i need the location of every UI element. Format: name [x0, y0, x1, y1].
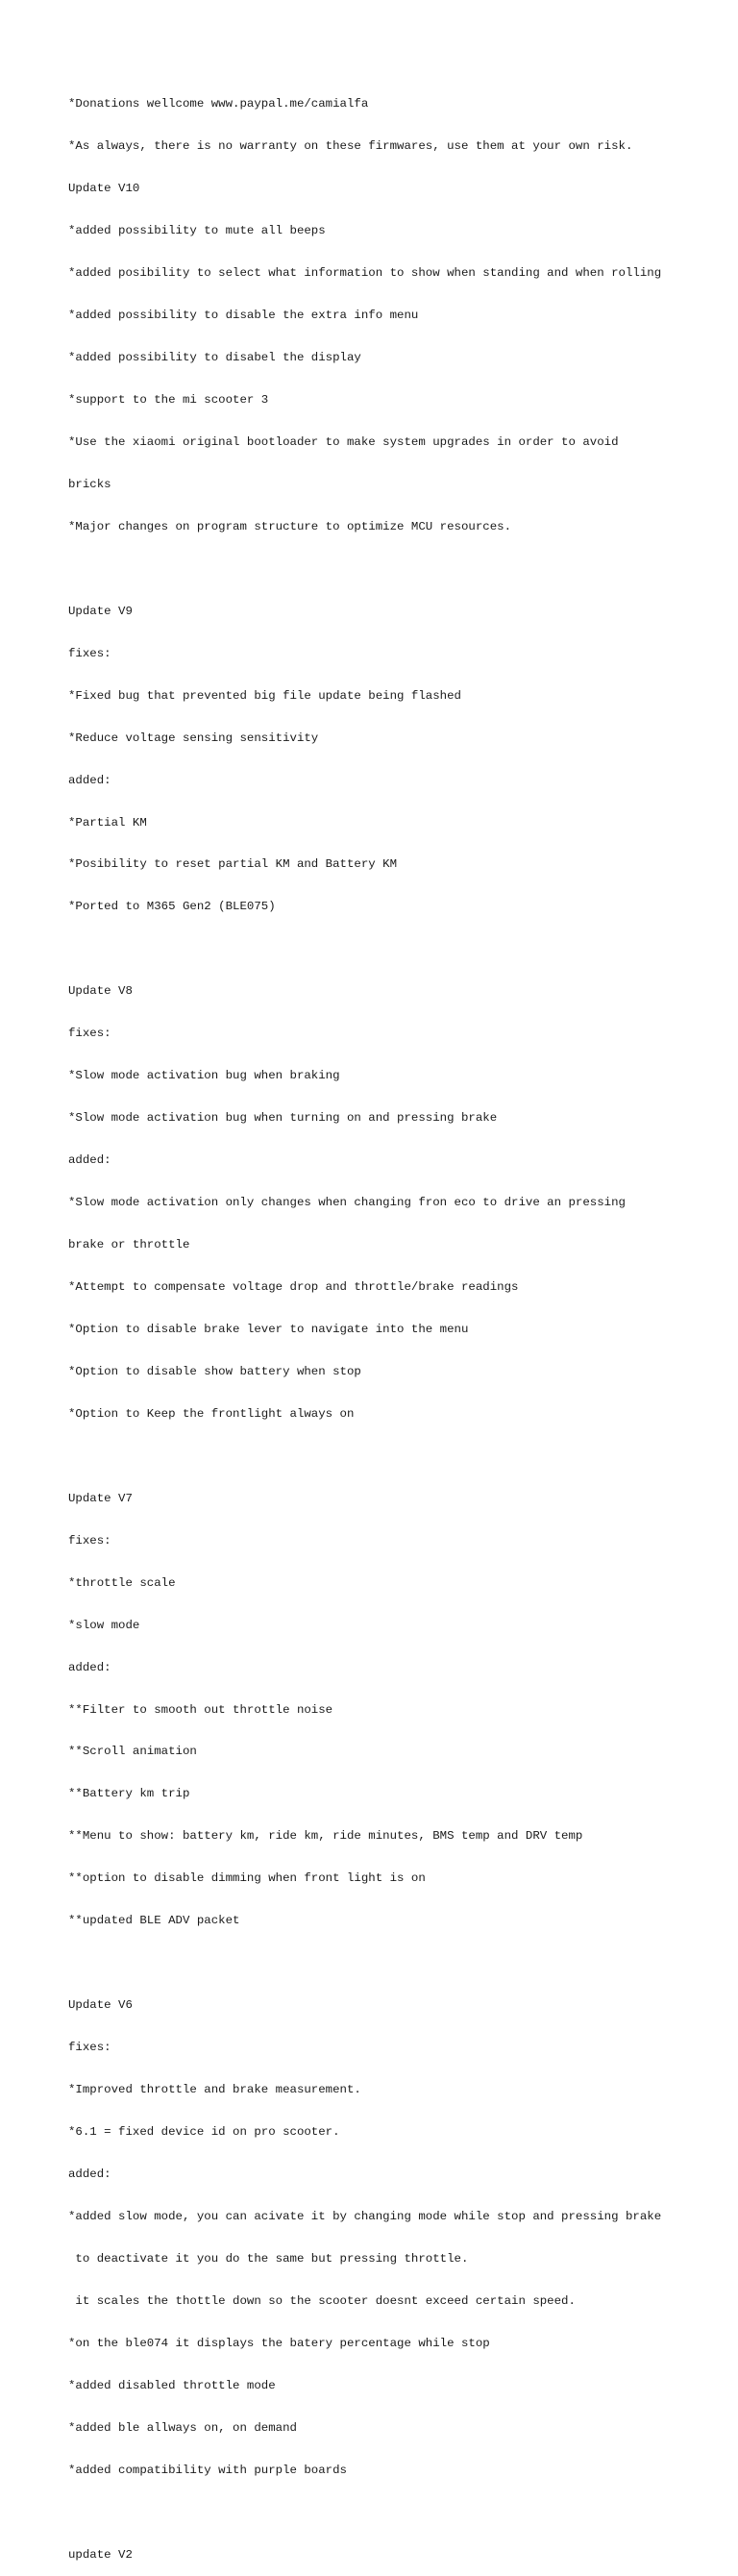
section-heading: Update V7: [68, 1491, 133, 1505]
text-line: *added ble allways on, on demand: [68, 2420, 297, 2435]
text-line: *throttle scale: [68, 1575, 176, 1590]
section-heading: Update V8: [68, 984, 133, 999]
text-line: *on the ble074 it displays the batery percentage while stop: [68, 2336, 490, 2350]
text-line: *added disabled throttle mode: [68, 2378, 276, 2392]
text-line: *Fixed bug that prevented big file update being flashed: [68, 688, 461, 703]
text-line: *Posibility to reset partial KM and Battery KM: [68, 857, 398, 872]
text-line: **Battery km trip: [68, 1787, 190, 1801]
text-line: *Option to disable show battery when stop: [68, 1364, 361, 1378]
blank-line: [68, 1449, 722, 1464]
blank-line: [68, 562, 722, 577]
text-line: **updated BLE ADV packet: [68, 1914, 240, 1928]
section-heading: Update V10: [68, 182, 140, 196]
text-line: *Major changes on program structure to optimize MCU resources.: [68, 519, 512, 533]
section-heading: update V2: [68, 2547, 133, 2562]
text-line: *Attempt to compensate voltage drop and throttle/brake readings: [68, 1280, 519, 1294]
text-line: *Improved throttle and brake measurement.: [68, 2083, 361, 2097]
text-line: fixes:: [68, 1027, 111, 1041]
text-line: *As always, there is no warranty on these firmwares, use them at your own risk.: [68, 139, 633, 154]
text-line: *added slow mode, you can acivate it by changing mode while stop and pressing brake: [68, 2209, 662, 2223]
text-line: *added possibility to mute all beeps: [68, 224, 326, 238]
text-line: fixes:: [68, 1533, 111, 1548]
text-line: **Scroll animation: [68, 1745, 197, 1759]
text-line: added:: [68, 1153, 111, 1168]
blank-line: [68, 942, 722, 956]
text-line: *support to the mi scooter 3: [68, 392, 269, 407]
text-line: *Ported to M365 Gen2 (BLE075): [68, 900, 276, 914]
section-heading: Update V6: [68, 1998, 133, 2013]
document-text: [68, 69, 722, 2576]
text-line: *Partial KM: [68, 815, 147, 830]
text-line: added:: [68, 2167, 111, 2182]
text-line: *added possibility to disable the extra info menu: [68, 309, 419, 323]
blank-line: [68, 1956, 722, 1970]
text-line: added:: [68, 773, 111, 787]
text-line: *6.1 = fixed device id on pro scooter.: [68, 2125, 340, 2140]
text-line: bricks: [68, 477, 111, 491]
text-line: *added possibility to disabel the display: [68, 351, 361, 365]
text-line: *Option to Keep the frontlight always on: [68, 1406, 355, 1421]
text-line: **Menu to show: battery km, ride km, ride minutes, BMS temp and DRV temp: [68, 1829, 583, 1844]
text-line: *Option to disable brake lever to navigate into the menu: [68, 1322, 469, 1336]
text-line: it scales the thottle down so the scooter doesnt exceed certain speed.: [68, 2293, 576, 2308]
text-line: *Use the xiaomi original bootloader to make system upgrades in order to avoid: [68, 434, 619, 449]
text-line: *slow mode: [68, 1618, 140, 1632]
text-line: *added compatibility with purple boards: [68, 2463, 347, 2477]
text-line: **option to disable dimming when front light is on: [68, 1871, 426, 1886]
text-line: **Filter to smooth out throttle noise: [68, 1702, 333, 1717]
text-line: fixes:: [68, 646, 111, 660]
section-heading: Update V9: [68, 604, 133, 618]
text-line: *added posibility to select what information to show when standing and when rolling: [68, 266, 662, 281]
text-line: added:: [68, 1660, 111, 1674]
text-line: *Donations wellcome www.paypal.me/camialfa: [68, 97, 369, 111]
text-line: *Slow mode activation only changes when changing fron eco to drive an pressing: [68, 1196, 626, 1210]
blank-line: [68, 2506, 722, 2520]
text-line: brake or throttle: [68, 1238, 190, 1252]
text-line: *Reduce voltage sensing sensitivity: [68, 731, 319, 745]
text-line: *Slow mode activation bug when turning on and pressing brake: [68, 1111, 498, 1126]
text-line: *Slow mode activation bug when braking: [68, 1069, 340, 1083]
text-line: to deactivate it you do the same but pressing throttle.: [68, 2251, 469, 2266]
text-line: fixes:: [68, 2041, 111, 2055]
